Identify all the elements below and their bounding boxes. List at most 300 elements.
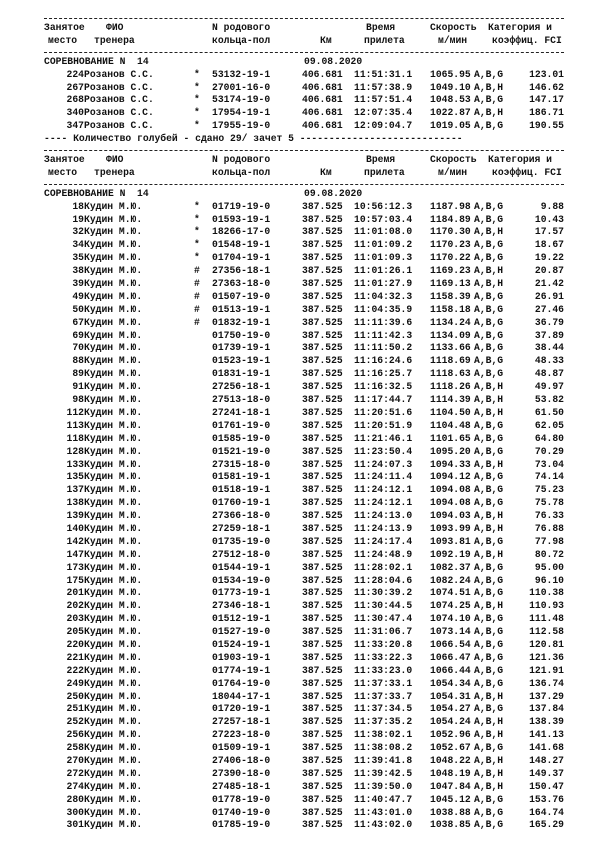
cell-distance-km: 387.525 xyxy=(302,651,343,663)
cell-arrival-time: 11:01:09.3 xyxy=(354,252,413,264)
cell-ring-number: 01513-19-1 xyxy=(212,303,271,315)
cell-speed: 1022.87 xyxy=(430,107,471,119)
cell-ring-number: 01548-19-1 xyxy=(212,239,271,251)
cell-ring-number: 01750-19-0 xyxy=(212,329,271,341)
cell-place: 88 xyxy=(72,355,84,367)
results-document xyxy=(44,14,564,832)
cell-speed: 1066.54 xyxy=(430,638,471,650)
table-row xyxy=(44,291,564,304)
cell-speed: 1048.19 xyxy=(430,767,471,779)
cell-mark: * xyxy=(194,81,200,93)
cell-distance-km: 387.525 xyxy=(302,316,343,328)
cell-coefficient: 137.29 xyxy=(529,690,564,702)
cell-mark: * xyxy=(194,200,200,212)
table-row xyxy=(44,600,564,613)
table-row xyxy=(44,716,564,729)
cell-trainer-name: Кудин М.Ю. xyxy=(84,471,143,483)
cell-speed: 1038.88 xyxy=(430,806,471,818)
cell-ring-number: 27513-18-0 xyxy=(212,394,271,406)
cell-ring-number: 01509-19-1 xyxy=(212,742,271,754)
cell-place: 274 xyxy=(66,780,84,792)
table-row xyxy=(44,239,564,252)
cell-distance-km: 387.525 xyxy=(302,303,343,315)
cell-coefficient: 164.74 xyxy=(529,806,564,818)
cell-arrival-time: 11:43:01.0 xyxy=(354,806,413,818)
cell-category: A,B,G xyxy=(474,342,504,354)
cell-arrival-time: 11:01:27.9 xyxy=(354,278,413,290)
cell-trainer-name: Кудин М.Ю. xyxy=(84,767,143,779)
cell-ring-number: 17955-19-0 xyxy=(212,120,271,132)
cell-coefficient: 146.62 xyxy=(529,81,564,93)
table-row xyxy=(44,226,564,239)
cell-arrival-time: 11:24:07.3 xyxy=(354,458,413,470)
header-speed-2: м/мин xyxy=(438,34,468,46)
cell-category: A,B,H xyxy=(474,81,504,93)
cell-speed: 1019.05 xyxy=(430,120,471,132)
cell-speed: 1133.66 xyxy=(430,342,471,354)
table-row xyxy=(44,703,564,716)
cell-arrival-time: 11:01:09.2 xyxy=(354,239,413,251)
cell-trainer-name: Кудин М.Ю. xyxy=(84,664,143,676)
cell-place: 128 xyxy=(66,445,84,457)
cell-place: 221 xyxy=(66,651,84,663)
cell-trainer-name: Кудин М.Ю. xyxy=(84,290,143,302)
cell-speed: 1104.50 xyxy=(430,406,471,418)
header-category-2: коэффиц. FCI xyxy=(492,166,562,178)
cell-speed: 1118.26 xyxy=(430,381,471,393)
cell-ring-number: 01774-19-1 xyxy=(212,664,271,676)
table-row xyxy=(44,304,564,317)
cell-speed: 1066.44 xyxy=(430,664,471,676)
cell-coefficient: 48.33 xyxy=(534,355,564,367)
cell-coefficient: 76.33 xyxy=(534,510,564,522)
cell-mark: * xyxy=(194,68,200,80)
cell-arrival-time: 11:40:47.7 xyxy=(354,793,413,805)
cell-ring-number: 01527-19-0 xyxy=(212,626,271,638)
cell-coefficient: 111.48 xyxy=(529,613,564,625)
cell-ring-number: 27346-18-1 xyxy=(212,600,271,612)
table-row xyxy=(44,446,564,459)
competition-date: 09.08.2020 xyxy=(304,55,363,67)
cell-trainer-name: Кудин М.Ю. xyxy=(84,497,143,509)
competition-title: СОРЕВНОВАНИЕ N 14 xyxy=(44,55,149,67)
cell-ring-number: 27390-18-0 xyxy=(212,767,271,779)
cell-speed: 1170.22 xyxy=(430,252,471,264)
table-row xyxy=(44,794,564,807)
cell-trainer-name: Кудин М.Ю. xyxy=(84,252,143,264)
cell-category: A,B,G xyxy=(474,819,504,831)
cell-ring-number: 01518-19-1 xyxy=(212,484,271,496)
cell-trainer-name: Розанов С.С. xyxy=(84,107,154,119)
cell-category: A,B,G xyxy=(474,471,504,483)
cell-distance-km: 387.525 xyxy=(302,626,343,638)
cell-category: A,B,G xyxy=(474,200,504,212)
section1-rows xyxy=(44,69,564,133)
cell-speed: 1052.96 xyxy=(430,729,471,741)
cell-ring-number: 01523-19-1 xyxy=(212,355,271,367)
cell-arrival-time: 11:24:17.4 xyxy=(354,535,413,547)
cell-place: 118 xyxy=(66,432,84,444)
cell-coefficient: 38.44 xyxy=(534,342,564,354)
cell-place: 175 xyxy=(66,574,84,586)
header-ring-2: кольца-пол xyxy=(212,166,271,178)
cell-arrival-time: 11:01:26.1 xyxy=(354,265,413,277)
cell-distance-km: 387.525 xyxy=(302,535,343,547)
cell-category: A,B,G xyxy=(474,252,504,264)
cell-arrival-time: 11:30:44.5 xyxy=(354,600,413,612)
table-row xyxy=(44,330,564,343)
table-row xyxy=(44,368,564,381)
cell-speed: 1054.27 xyxy=(430,703,471,715)
cell-speed: 1187.98 xyxy=(430,200,471,212)
cell-coefficient: 37.89 xyxy=(534,329,564,341)
table-row xyxy=(44,214,564,227)
cell-arrival-time: 11:24:12.1 xyxy=(354,497,413,509)
table-row xyxy=(44,742,564,755)
cell-coefficient: 21.42 xyxy=(534,278,564,290)
header-time-2: прилета xyxy=(364,34,405,46)
cell-category: A,B,H xyxy=(474,278,504,290)
cell-distance-km: 406.681 xyxy=(302,94,343,106)
cell-coefficient: 136.74 xyxy=(529,677,564,689)
cell-speed: 1054.24 xyxy=(430,716,471,728)
cell-category: A,B,G xyxy=(474,303,504,315)
summary-line: ---- Количество голубей - сдано 29/ зачет 5 ---------------------------- xyxy=(44,133,463,145)
cell-place: 35 xyxy=(72,252,84,264)
cell-place: 224 xyxy=(66,68,84,80)
cell-place: 112 xyxy=(66,406,84,418)
header-category-2: коэффиц. FCI xyxy=(492,34,562,46)
cell-distance-km: 406.681 xyxy=(302,120,343,132)
table-row xyxy=(44,355,564,368)
cell-trainer-name: Розанов С.С. xyxy=(84,94,154,106)
cell-arrival-time: 11:37:35.2 xyxy=(354,716,413,728)
cell-mark: # xyxy=(194,265,200,277)
cell-category: A,B,G xyxy=(474,651,504,663)
cell-ring-number: 27356-18-1 xyxy=(212,265,271,277)
cell-trainer-name: Кудин М.Ю. xyxy=(84,303,143,315)
cell-ring-number: 01521-19-0 xyxy=(212,445,271,457)
cell-category: A,B,H xyxy=(474,729,504,741)
cell-category: A,B,G xyxy=(474,497,504,509)
cell-arrival-time: 11:28:04.6 xyxy=(354,574,413,586)
cell-mark: # xyxy=(194,316,200,328)
cell-speed: 1049.10 xyxy=(430,81,471,93)
table-row xyxy=(44,342,564,355)
cell-ring-number: 27315-18-0 xyxy=(212,458,271,470)
cell-arrival-time: 11:57:38.9 xyxy=(354,81,413,93)
cell-place: 140 xyxy=(66,522,84,534)
cell-coefficient: 112.58 xyxy=(529,626,564,638)
cell-arrival-time: 11:21:46.1 xyxy=(354,432,413,444)
cell-distance-km: 387.525 xyxy=(302,381,343,393)
cell-place: 250 xyxy=(66,690,84,702)
cell-place: 38 xyxy=(72,265,84,277)
cell-distance-km: 406.681 xyxy=(302,107,343,119)
cell-coefficient: 27.46 xyxy=(534,303,564,315)
cell-coefficient: 149.37 xyxy=(529,767,564,779)
cell-ring-number: 01739-19-1 xyxy=(212,342,271,354)
cell-speed: 1093.81 xyxy=(430,535,471,547)
cell-arrival-time: 11:33:20.8 xyxy=(354,638,413,650)
cell-trainer-name: Кудин М.Ю. xyxy=(84,819,143,831)
cell-mark: # xyxy=(194,290,200,302)
cell-speed: 1066.47 xyxy=(430,651,471,663)
cell-coefficient: 121.36 xyxy=(529,651,564,663)
cell-speed: 1158.18 xyxy=(430,303,471,315)
cell-speed: 1065.95 xyxy=(430,68,471,80)
cell-distance-km: 387.525 xyxy=(302,561,343,573)
header-place-2: место xyxy=(48,166,78,178)
cell-place: 98 xyxy=(72,394,84,406)
cell-distance-km: 387.525 xyxy=(302,290,343,302)
cell-arrival-time: 11:30:47.4 xyxy=(354,613,413,625)
table-row xyxy=(44,420,564,433)
cell-trainer-name: Кудин М.Ю. xyxy=(84,342,143,354)
section2-title-line xyxy=(44,188,564,201)
cell-speed: 1094.33 xyxy=(430,458,471,470)
cell-mark: * xyxy=(194,107,200,119)
cell-speed: 1134.09 xyxy=(430,329,471,341)
cell-distance-km: 387.525 xyxy=(302,754,343,766)
cell-category: A,B,G xyxy=(474,368,504,380)
cell-trainer-name: Кудин М.Ю. xyxy=(84,677,143,689)
table-row xyxy=(44,807,564,820)
table-row xyxy=(44,471,564,484)
cell-place: 91 xyxy=(72,381,84,393)
cell-arrival-time: 11:37:33.1 xyxy=(354,677,413,689)
cell-coefficient: 73.04 xyxy=(534,458,564,470)
cell-trainer-name: Кудин М.Ю. xyxy=(84,522,143,534)
cell-coefficient: 75.23 xyxy=(534,484,564,496)
cell-ring-number: 27485-18-1 xyxy=(212,780,271,792)
table-row xyxy=(44,639,564,652)
cell-distance-km: 387.525 xyxy=(302,342,343,354)
cell-coefficient: 76.88 xyxy=(534,522,564,534)
cell-place: 135 xyxy=(66,471,84,483)
table-header-line-2 xyxy=(44,35,564,48)
cell-coefficient: 190.55 xyxy=(529,120,564,132)
header-category: Категория и xyxy=(488,154,552,166)
cell-mark: * xyxy=(194,226,200,238)
cell-category: A,B,G xyxy=(474,239,504,251)
cell-category: A,B,H xyxy=(474,458,504,470)
cell-trainer-name: Кудин М.Ю. xyxy=(84,355,143,367)
cell-speed: 1052.67 xyxy=(430,742,471,754)
cell-place: 142 xyxy=(66,535,84,547)
cell-distance-km: 387.525 xyxy=(302,458,343,470)
cell-category: A,B,G xyxy=(474,445,504,457)
cell-ring-number: 01761-19-0 xyxy=(212,419,271,431)
cell-speed: 1045.12 xyxy=(430,793,471,805)
cell-arrival-time: 11:37:34.5 xyxy=(354,703,413,715)
table-row xyxy=(44,587,564,600)
table-row xyxy=(44,94,564,107)
cell-distance-km: 387.525 xyxy=(302,355,343,367)
cell-coefficient: 17.57 xyxy=(534,226,564,238)
cell-distance-km: 387.525 xyxy=(302,278,343,290)
cell-arrival-time: 11:16:25.7 xyxy=(354,368,413,380)
table-row xyxy=(44,613,564,626)
cell-trainer-name: Кудин М.Ю. xyxy=(84,419,143,431)
cell-ring-number: 18044-17-1 xyxy=(212,690,271,702)
cell-distance-km: 387.525 xyxy=(302,471,343,483)
cell-trainer-name: Кудин М.Ю. xyxy=(84,368,143,380)
cell-place: 50 xyxy=(72,303,84,315)
cell-trainer-name: Розанов С.С. xyxy=(84,68,154,80)
cell-ring-number: 27406-18-0 xyxy=(212,754,271,766)
cell-place: 301 xyxy=(66,819,84,831)
cell-coefficient: 138.39 xyxy=(529,716,564,728)
cell-place: 138 xyxy=(66,497,84,509)
cell-ring-number: 01719-19-0 xyxy=(212,200,271,212)
header-time: Время xyxy=(366,22,396,33)
cell-place: 256 xyxy=(66,729,84,741)
cell-category: A,B,G xyxy=(474,664,504,676)
cell-category: A,B,G xyxy=(474,742,504,754)
cell-distance-km: 387.525 xyxy=(302,690,343,702)
cell-place: 173 xyxy=(66,561,84,573)
cell-trainer-name: Кудин М.Ю. xyxy=(84,316,143,328)
cell-ring-number: 53132-19-1 xyxy=(212,68,271,80)
cell-place: 251 xyxy=(66,703,84,715)
cell-distance-km: 387.525 xyxy=(302,200,343,212)
cell-ring-number: 01740-19-0 xyxy=(212,806,271,818)
cell-ring-number: 01832-19-1 xyxy=(212,316,271,328)
cell-trainer-name: Кудин М.Ю. xyxy=(84,458,143,470)
cell-place: 70 xyxy=(72,342,84,354)
cell-coefficient: 141.68 xyxy=(529,742,564,754)
cell-category: A,B,G xyxy=(474,419,504,431)
cell-speed: 1170.23 xyxy=(430,239,471,251)
cell-speed: 1118.63 xyxy=(430,368,471,380)
cell-arrival-time: 11:43:02.0 xyxy=(354,819,413,831)
cell-mark: * xyxy=(194,94,200,106)
cell-ring-number: 01585-19-0 xyxy=(212,432,271,444)
cell-category: A,B,G xyxy=(474,535,504,547)
cell-trainer-name: Кудин М.Ю. xyxy=(84,651,143,663)
cell-place: 39 xyxy=(72,278,84,290)
cell-ring-number: 27241-18-1 xyxy=(212,406,271,418)
cell-speed: 1134.24 xyxy=(430,316,471,328)
cell-speed: 1074.10 xyxy=(430,613,471,625)
cell-trainer-name: Кудин М.Ю. xyxy=(84,690,143,702)
cell-coefficient: 61.50 xyxy=(534,406,564,418)
cell-place: 201 xyxy=(66,587,84,599)
cell-coefficient: 150.47 xyxy=(529,780,564,792)
table-row xyxy=(44,407,564,420)
header-time: Время xyxy=(366,154,396,166)
cell-trainer-name: Кудин М.Ю. xyxy=(84,226,143,238)
table-row xyxy=(44,781,564,794)
header-ring: N родового xyxy=(212,22,271,33)
cell-place: 19 xyxy=(72,213,84,225)
table-row xyxy=(44,575,564,588)
cell-speed: 1094.08 xyxy=(430,497,471,509)
cell-coefficient: 75.78 xyxy=(534,497,564,509)
header-km: Км xyxy=(320,166,332,178)
cell-place: 249 xyxy=(66,677,84,689)
cell-distance-km: 387.525 xyxy=(302,819,343,831)
cell-ring-number: 27256-18-1 xyxy=(212,381,271,393)
cell-distance-km: 387.525 xyxy=(302,767,343,779)
cell-trainer-name: Кудин М.Ю. xyxy=(84,548,143,560)
cell-coefficient: 141.13 xyxy=(529,729,564,741)
cell-coefficient: 165.29 xyxy=(529,819,564,831)
cell-distance-km: 387.525 xyxy=(302,432,343,444)
cell-arrival-time: 11:17:44.7 xyxy=(354,394,413,406)
cell-category: A,B,H xyxy=(474,226,504,238)
cell-category: A,B,G xyxy=(474,484,504,496)
cell-arrival-time: 11:39:42.5 xyxy=(354,767,413,779)
cell-coefficient: 147.17 xyxy=(529,94,564,106)
cell-distance-km: 387.525 xyxy=(302,329,343,341)
table-row xyxy=(44,652,564,665)
cell-arrival-time: 11:20:51.6 xyxy=(354,406,413,418)
table-row xyxy=(44,252,564,265)
cell-coefficient: 123.01 xyxy=(529,68,564,80)
cell-trainer-name: Кудин М.Ю. xyxy=(84,793,143,805)
table-row xyxy=(44,459,564,472)
divider xyxy=(44,18,564,19)
cell-trainer-name: Кудин М.Ю. xyxy=(84,729,143,741)
cell-place: 32 xyxy=(72,226,84,238)
cell-ring-number: 01831-19-1 xyxy=(212,368,271,380)
cell-trainer-name: Кудин М.Ю. xyxy=(84,587,143,599)
cell-trainer-name: Розанов С.С. xyxy=(84,81,154,93)
cell-coefficient: 148.27 xyxy=(529,754,564,766)
cell-ring-number: 01785-19-0 xyxy=(212,819,271,831)
cell-place: 280 xyxy=(66,793,84,805)
cell-place: 69 xyxy=(72,329,84,341)
cell-trainer-name: Кудин М.Ю. xyxy=(84,213,143,225)
cell-distance-km: 387.525 xyxy=(302,703,343,715)
cell-ring-number: 01720-19-1 xyxy=(212,703,271,715)
cell-arrival-time: 11:24:48.9 xyxy=(354,548,413,560)
cell-mark: * xyxy=(194,120,200,132)
cell-mark: * xyxy=(194,252,200,264)
cell-mark: # xyxy=(194,303,200,315)
cell-ring-number: 01704-19-1 xyxy=(212,252,271,264)
cell-trainer-name: Кудин М.Ю. xyxy=(84,432,143,444)
cell-arrival-time: 11:24:12.1 xyxy=(354,484,413,496)
table-header-line-2b xyxy=(44,167,564,180)
cell-category: A,B,G xyxy=(474,626,504,638)
cell-arrival-time: 11:20:51.9 xyxy=(354,419,413,431)
table-row xyxy=(44,665,564,678)
cell-category: A,B,G xyxy=(474,355,504,367)
header-place: Занятое xyxy=(44,22,85,33)
cell-distance-km: 387.525 xyxy=(302,406,343,418)
cell-distance-km: 387.525 xyxy=(302,793,343,805)
cell-arrival-time: 11:38:02.1 xyxy=(354,729,413,741)
table-row xyxy=(44,755,564,768)
cell-ring-number: 27257-18-1 xyxy=(212,716,271,728)
cell-speed: 1048.22 xyxy=(430,754,471,766)
cell-trainer-name: Кудин М.Ю. xyxy=(84,613,143,625)
cell-arrival-time: 11:04:35.9 xyxy=(354,303,413,315)
cell-ring-number: 01760-19-1 xyxy=(212,497,271,509)
cell-speed: 1184.89 xyxy=(430,213,471,225)
cell-category: A,B,G xyxy=(474,290,504,302)
cell-coefficient: 36.79 xyxy=(534,316,564,328)
table-row xyxy=(44,317,564,330)
cell-arrival-time: 11:38:08.2 xyxy=(354,742,413,754)
header-ring-2: кольца-пол xyxy=(212,34,271,46)
cell-distance-km: 406.681 xyxy=(302,81,343,93)
cell-place: 67 xyxy=(72,316,84,328)
cell-trainer-name: Кудин М.Ю. xyxy=(84,703,143,715)
